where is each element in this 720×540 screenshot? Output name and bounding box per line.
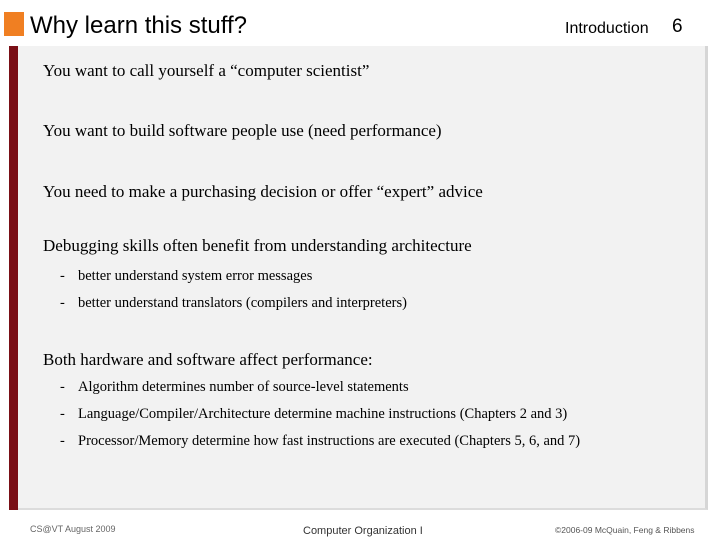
slide-title: Why learn this stuff? xyxy=(30,12,247,39)
page-number: 6 xyxy=(672,16,683,37)
sub-bullet-text: better understand translators (compilers and interpreters) xyxy=(78,295,407,311)
bullet-0: You want to call yourself a “computer scientist” xyxy=(43,61,370,80)
sub-bullet-text: Processor/Memory determine how fast instructions are executed (Chapters 5, 6, and 7) xyxy=(78,433,581,449)
sub-bullet-3-0 xyxy=(60,268,312,285)
footer-center: Computer Organization I xyxy=(303,525,423,537)
sub-bullet-text: better understand system error messages xyxy=(78,268,313,284)
sub-dash: - xyxy=(60,406,65,422)
bullet-3: Debugging skills often benefit from understanding architecture xyxy=(43,236,472,255)
footer-left: CS@VT August 2009 xyxy=(30,524,116,534)
sub-dash: - xyxy=(60,433,65,449)
sub-dash: - xyxy=(60,268,65,284)
sub-bullet-3-1 xyxy=(60,295,407,312)
section-label: Introduction xyxy=(565,20,649,37)
sub-dash: - xyxy=(60,379,65,395)
bullet-1: You want to build software people use (need performance) xyxy=(43,121,442,140)
title-accent-square xyxy=(4,12,24,36)
sub-bullet-4-0 xyxy=(60,379,409,396)
sub-dash: - xyxy=(60,295,65,311)
sub-bullet-text: Algorithm determines number of source-level statements xyxy=(78,379,409,395)
sub-bullet-4-1 xyxy=(60,406,567,423)
bullet-4: Both hardware and software affect performance: xyxy=(43,350,373,369)
sub-bullet-4-2 xyxy=(60,433,580,450)
left-accent-bar xyxy=(9,46,18,510)
bullet-2: You need to make a purchasing decision or offer “expert” advice xyxy=(43,182,483,201)
sub-bullet-text: Language/Compiler/Architecture determine machine instructions (Chapters 2 and 3) xyxy=(78,406,568,422)
footer-right: ©2006-09 McQuain, Feng & Ribbens xyxy=(555,525,695,535)
